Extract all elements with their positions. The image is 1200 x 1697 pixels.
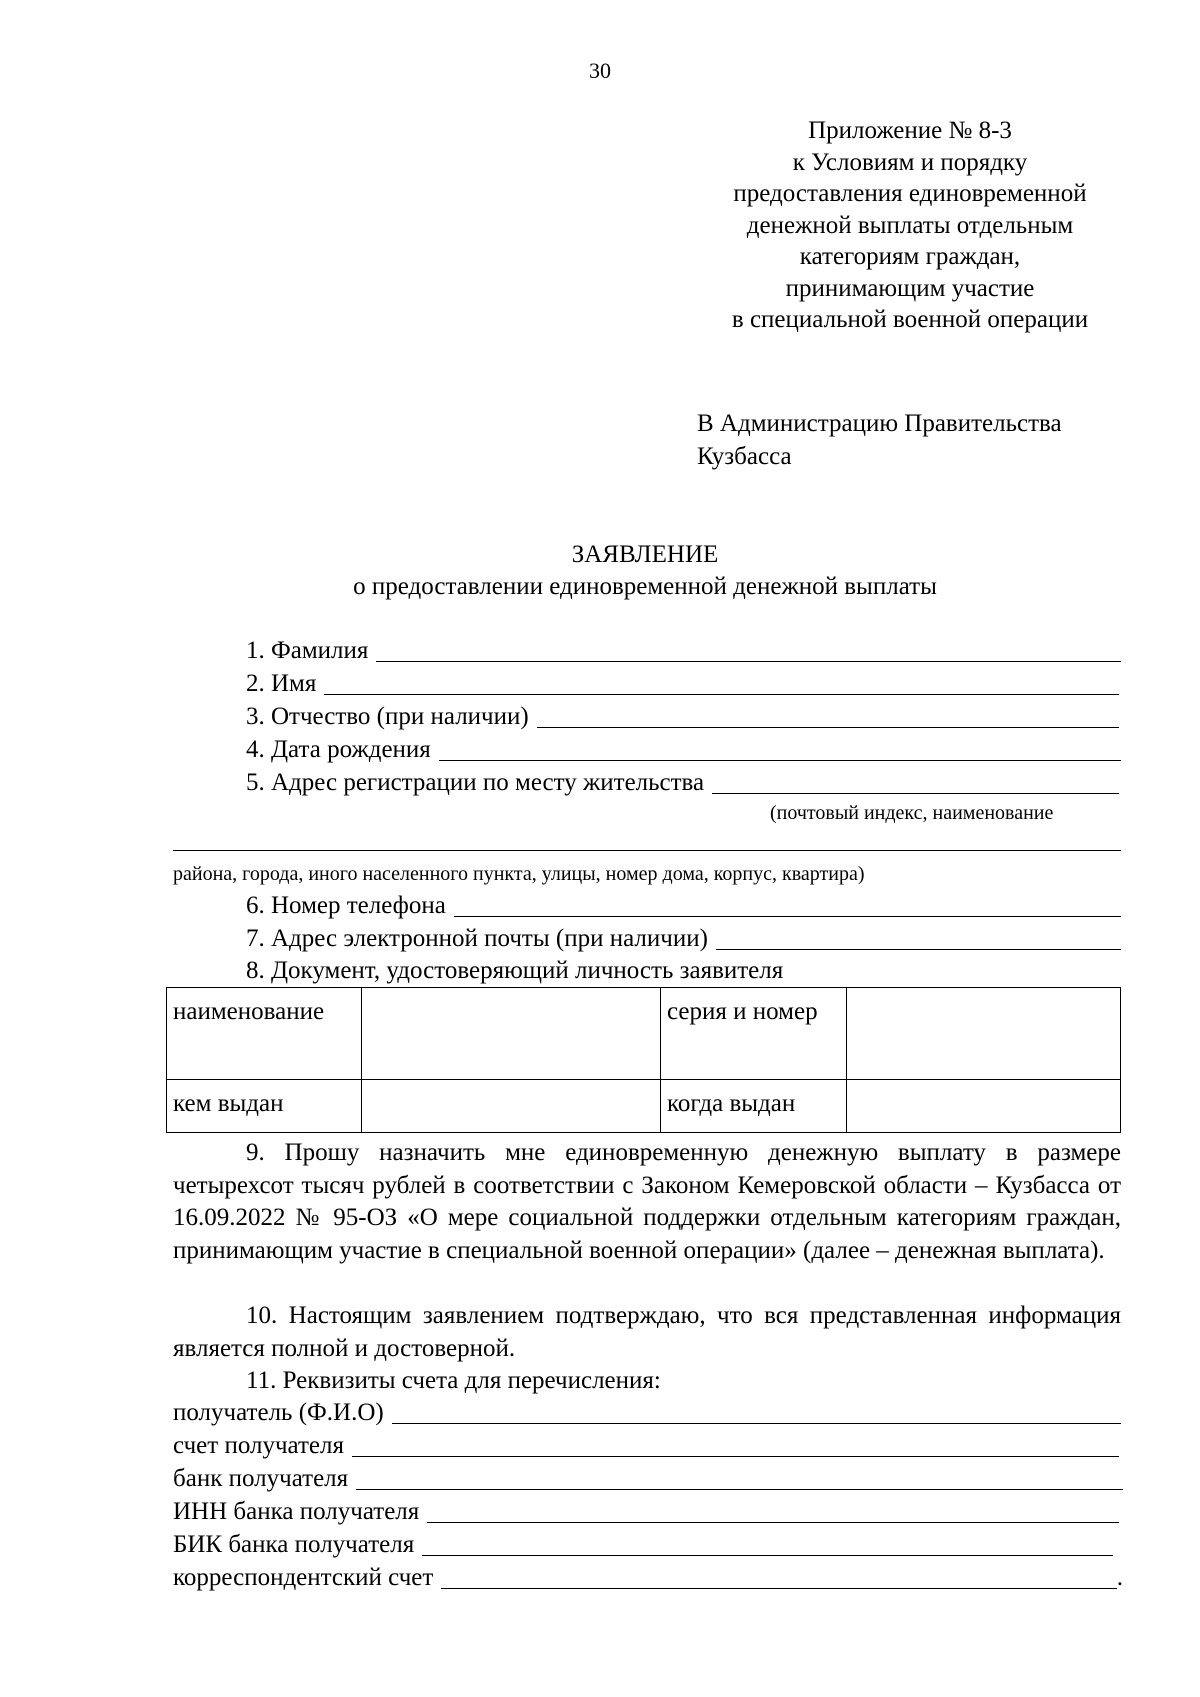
corr-account-field[interactable] [173, 1563, 1123, 1593]
patronymic-field[interactable] [246, 702, 1119, 732]
appendix-line: предоставления единовременной [733, 180, 1087, 207]
name-label: 2. Имя [246, 670, 317, 697]
phone-field[interactable] [246, 891, 1121, 921]
name-line[interactable] [324, 672, 1119, 695]
bik-label: БИК банка получателя [173, 1531, 415, 1558]
paragraph-11: 11. Реквизиты счета для перечисления: [246, 1367, 661, 1394]
doc-name-label: наименование [167, 988, 362, 1080]
address-line[interactable] [712, 771, 1119, 794]
recipient-field[interactable] [173, 1398, 1121, 1428]
document-subtitle: о предоставлении единовременной денежной выплаты [353, 573, 937, 600]
doc-issued-date-value[interactable] [847, 1080, 1121, 1133]
birth-date-line[interactable] [439, 738, 1121, 761]
doc-issued-date-label: когда выдан [661, 1080, 847, 1133]
appendix-line: денежной выплаты отдельным [746, 211, 1074, 239]
end-mark: . [1116, 1564, 1123, 1591]
doc-series-value[interactable] [847, 988, 1121, 1080]
recipient-line[interactable] [392, 1401, 1121, 1424]
doc-series-label: серия и номер [661, 988, 847, 1080]
corr-account-line[interactable] [441, 1566, 1116, 1589]
phone-line[interactable] [454, 894, 1121, 917]
bik-field[interactable] [173, 1530, 1113, 1560]
appendix-header [695, 115, 1125, 336]
email-field[interactable] [246, 924, 1121, 954]
account-line[interactable] [352, 1434, 1119, 1457]
id-document-table [166, 987, 1121, 1133]
address-label: 5. Адрес регистрации по месту жительства [246, 769, 705, 796]
paragraph-9: 9. Прошу назначить мне единовременную денежную выплату в размере четырехсот тысяч рублей в соответствии с Законом Кемеровской области – Кузбасса от 16.09.2022 № 95-ОЗ «О мере социальной поддержки отдельным категориям граждан, принимающим участие в специальной военной операции» (далее – денежная выплата). [173, 1139, 1121, 1264]
bank-field[interactable] [173, 1464, 1123, 1494]
email-label: 7. Адрес электронной почты (при наличии) [246, 925, 708, 952]
paragraph-10: 10. Настоящим заявлением подтверждаю, что вся представленная информация является полной и достоверной. [173, 1302, 1121, 1362]
doc-name-value[interactable] [362, 988, 661, 1080]
document-title: ЗАЯВЛЕНИЕ [571, 541, 719, 568]
address-hint-top: (почтовый индекс, наименование [770, 802, 1054, 824]
addressee-line: Кузбасса [697, 443, 792, 470]
inn-field[interactable] [173, 1497, 1119, 1527]
birth-date-label: 4. Дата рождения [246, 736, 431, 763]
appendix-line: в специальной военной операции [731, 306, 1089, 333]
surname-field[interactable] [246, 636, 1121, 666]
addressee [697, 407, 1062, 473]
address-line-2[interactable] [173, 850, 1121, 851]
account-field[interactable] [173, 1431, 1119, 1461]
name-field[interactable] [246, 669, 1119, 699]
phone-label: 6. Номер телефона [246, 892, 446, 919]
id-document-label: 8. Документ, удостоверяющий личность заявителя [246, 957, 784, 984]
bik-line[interactable] [422, 1533, 1113, 1556]
email-line[interactable] [716, 927, 1121, 950]
bank-line[interactable] [356, 1467, 1123, 1490]
address-hint-bottom: района, города, иного населенного пункта, улицы, номер дома, корпус, квартира) [173, 863, 865, 885]
inn-line[interactable] [427, 1500, 1119, 1523]
address-field[interactable] [246, 768, 1119, 798]
inn-label: ИНН банка получателя [173, 1498, 420, 1525]
account-label: счет получателя [173, 1432, 344, 1459]
doc-issued-by-value[interactable] [362, 1080, 661, 1133]
recipient-label: получатель (Ф.И.О) [173, 1399, 384, 1426]
addressee-line: В Администрацию Правительства [697, 410, 1062, 437]
surname-line[interactable] [376, 639, 1121, 662]
page-number: 30 [589, 58, 611, 83]
appendix-line: Приложение № 8-3 [808, 117, 1012, 144]
birth-date-field[interactable] [246, 735, 1121, 765]
appendix-line: категориям граждан, [799, 243, 1021, 270]
appendix-line: к Условиям и порядку [792, 148, 1028, 176]
patronymic-line[interactable] [537, 705, 1119, 728]
bank-label: банк получателя [173, 1465, 349, 1492]
surname-label: 1. Фамилия [246, 637, 369, 664]
doc-issued-by-label: кем выдан [167, 1080, 362, 1133]
id-document-heading [246, 956, 783, 986]
appendix-line: принимающим участие [785, 274, 1035, 302]
corr-account-label: корреспондентский счет [173, 1564, 434, 1591]
patronymic-label: 3. Отчество (при наличии) [246, 703, 529, 730]
